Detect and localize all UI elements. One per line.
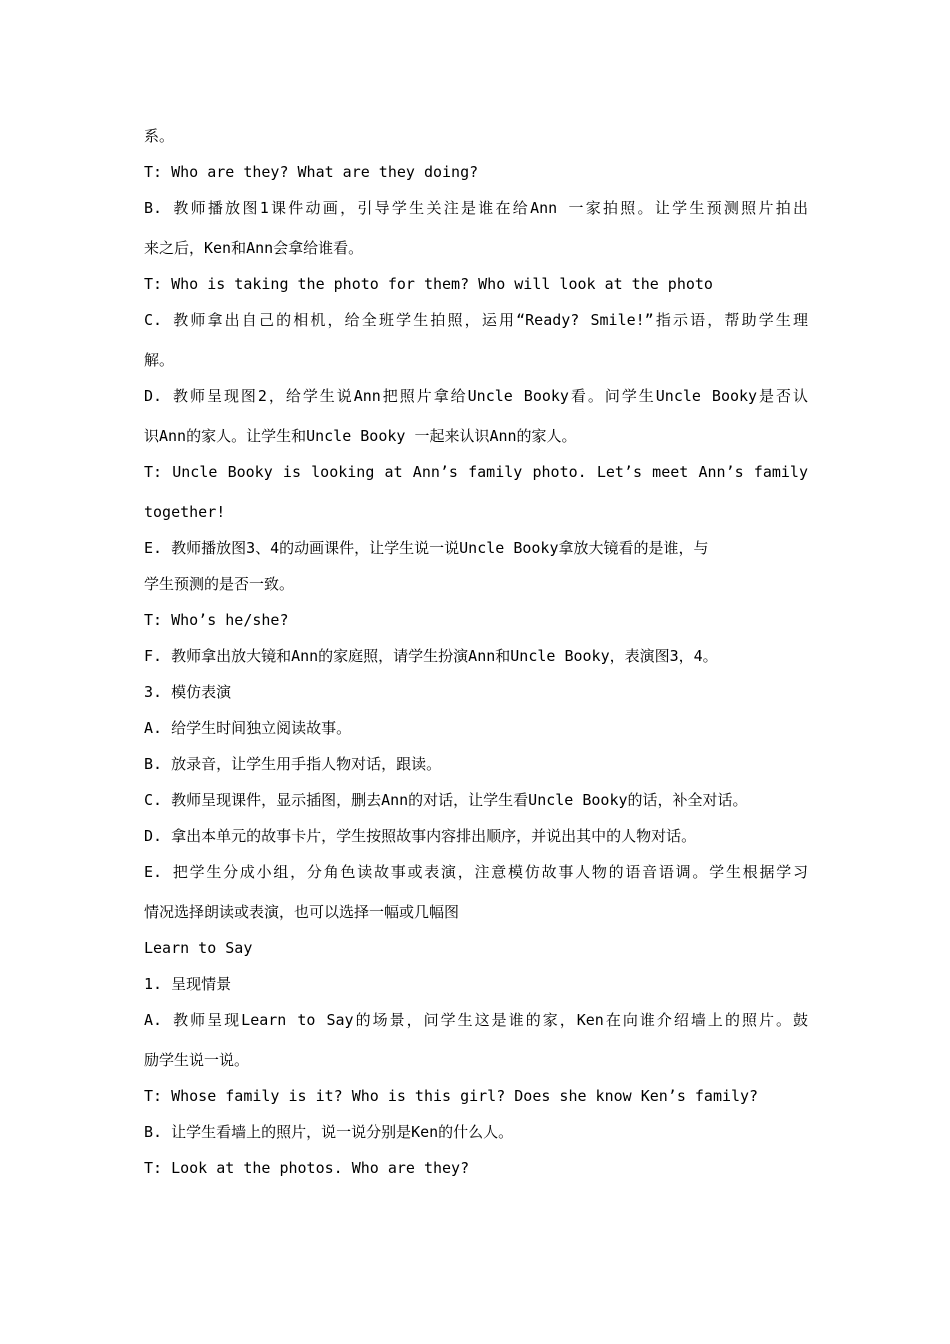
text-line: 解。 [144, 351, 175, 369]
text-line: F. 教师拿出放大镜和Ann的家庭照，请学生扮演Ann和Uncle Booky，表演图3，4。 [144, 647, 718, 665]
text-line: B. 放录音，让学生用手指人物对话，跟读。 [144, 755, 442, 773]
document-body [144, 118, 808, 1186]
section-heading: Learn to Say [144, 939, 253, 957]
text-line: 来之后，Ken和Ann会拿给谁看。 [144, 239, 364, 257]
section-heading: 1. 呈现情景 [144, 975, 232, 993]
text-line: T: Uncle Booky is looking at Ann’s family photo. Let’s meet Ann’s family [144, 463, 808, 481]
text-line: 系。 [144, 127, 175, 145]
text-line: T: Whose family is it? Who is this girl? Does she know Ken’s family? [144, 1087, 759, 1105]
text-line: D. 拿出本单元的故事卡片，学生按照故事内容排出顺序，并说出其中的人物对话。 [144, 827, 697, 845]
text-line: D. 教师呈现图2，给学生说Ann把照片拿给Uncle Booky看。问学生Uncle Booky是否认 [144, 387, 808, 405]
text-line: B. 教师播放图1课件动画，引导学生关注是谁在给Ann 一家拍照。让学生预测照片拍出 [144, 199, 808, 217]
text-line: A. 教师呈现Learn to Say的场景，问学生这是谁的家，Ken在向谁介绍墙上的照片。鼓 [144, 1011, 808, 1029]
text-line: 励学生说一说。 [144, 1051, 250, 1069]
text-line: T: Who’s he/she? [144, 611, 289, 629]
text-line: 识Ann的家人。让学生和Uncle Booky 一起来认识Ann的家人。 [144, 427, 577, 445]
text-line: T: Look at the photos. Who are they? [144, 1159, 470, 1177]
text-line: 情况选择朗读或表演，也可以选择一幅或几幅图 [144, 903, 460, 921]
text-line: A. 给学生时间独立阅读故事。 [144, 719, 352, 737]
text-line: together! [144, 503, 226, 521]
text-line: C. 教师拿出自己的相机，给全班学生拍照，运用“Ready? Smile!”指示语，帮助学生理 [144, 311, 808, 329]
text-line: E. 教师播放图3、4的动画课件，让学生说一说Uncle Booky拿放大镜看的是谁，与 [144, 539, 709, 557]
text-line: E. 把学生分成小组，分角色读故事或表演，注意模仿故事人物的语音语调。学生根据学习 [144, 863, 808, 881]
text-line: C. 教师呈现课件，显示插图，删去Ann的对话，让学生看Uncle Booky的话，补全对话。 [144, 791, 748, 809]
text-line: B. 让学生看墙上的照片，说一说分别是Ken的什么人。 [144, 1123, 514, 1141]
section-heading: 3. 模仿表演 [144, 683, 232, 701]
text-line: T: Who are they? What are they doing? [144, 163, 479, 181]
text-line: T: Who is taking the photo for them? Who will look at the photo [144, 275, 713, 293]
text-line: 学生预测的是否一致。 [144, 575, 295, 593]
